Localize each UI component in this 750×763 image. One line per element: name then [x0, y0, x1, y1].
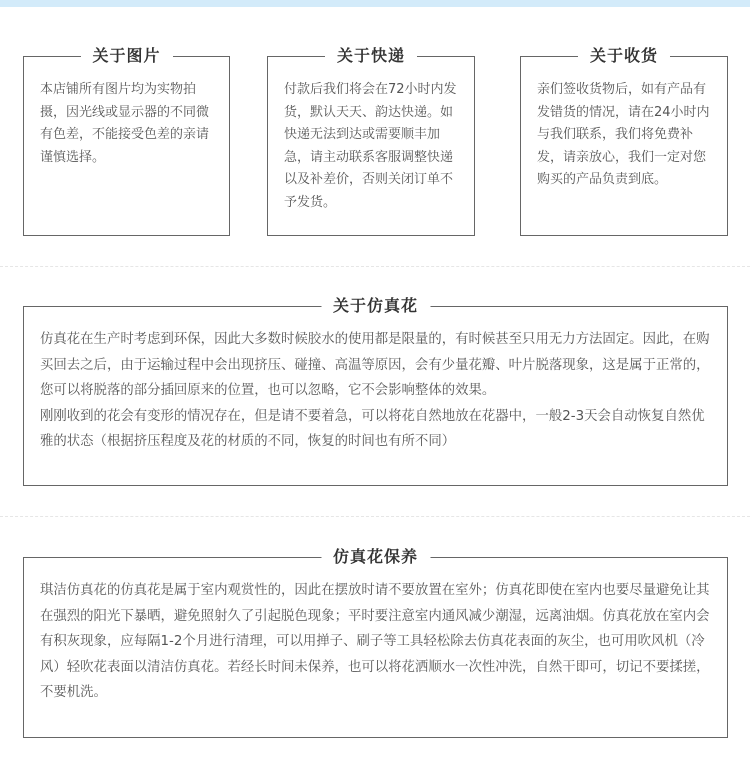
photos-info-box — [23, 46, 230, 236]
flower-care-info-text: 琪洁仿真花的仿真花是属于室内观赏性的，因此在摆放时请不要放置在室外；仿真花即使在室内也要尽量避免让其在强烈的阳光下暴晒，避免照射久了引起脱色现象；平时要注意室内通风减少潮湿，远离油烟。仿真花放在室内会有积灰现象，应每隔1-2个月进行清理，可以用掸子、刷子等工具轻松除去仿真花表面的灰尘，也可用吹风机（冷风）轻吹花表面以清洁仿真花。若经长时间未保养，也可以将花洒顺水一次性冲洗，自然干即可，切记不要揉搓，不要机洗。 — [40, 583, 710, 700]
top-decorative-strip — [0, 0, 750, 7]
receiving-info-text: 亲们签收货物后，如有产品有发错货的情况，请在24小时内与我们联系，我们将免费补发，请亲放心，我们一定对您购买的产品负责到底。 — [537, 82, 710, 187]
flower-care-info-title: 仿真花保养 — [321, 546, 430, 568]
section-divider — [0, 266, 750, 267]
artificial-flower-info-title: 关于仿真花 — [321, 295, 430, 317]
photos-info-title: 关于图片 — [80, 45, 172, 67]
artificial-flower-info-text — [40, 327, 711, 455]
section-divider — [0, 516, 750, 517]
receiving-info-title: 关于收货 — [578, 45, 670, 67]
shipping-info-text: 付款后我们将会在72小时内发货，默认天天、韵达快递。如快递无法到达或需要顺丰加急，请主动联系客服调整快递以及补差价，否则关闭订单不予发货。 — [284, 82, 457, 210]
shipping-info-title: 关于快递 — [325, 45, 417, 67]
artificial-flower-info-box — [23, 296, 728, 486]
photos-info-text: 本店铺所有图片均为实物拍摄，因光线或显示器的不同微有色差，不能接受色差的亲请谨慎选择。 — [40, 82, 210, 165]
shipping-info-box — [267, 46, 475, 236]
artificial-flower-paragraph-1: 仿真花在生产时考虑到环保，因此大多数时候胶水的使用都是限量的，有时候甚至只用无力方法固定。因此，在购买回去之后，由于运输过程中会出现挤压、碰撞、高温等原因，会有少量花瓣、叶片脱落现象，这是属于正常的，您可以将脱落的部分插回原来的位置，也可以忽略，它不会影响整体的效果。 — [40, 332, 710, 398]
flower-care-info-box — [23, 547, 728, 738]
artificial-flower-paragraph-2: 刚刚收到的花会有变形的情况存在，但是请不要着急，可以将花自然地放在花器中，一般2-3天会自动恢复自然优雅的状态（根据挤压程度及花的材质的不同，恢复的时间也有所不同） — [40, 408, 705, 449]
receiving-info-box — [520, 46, 728, 236]
